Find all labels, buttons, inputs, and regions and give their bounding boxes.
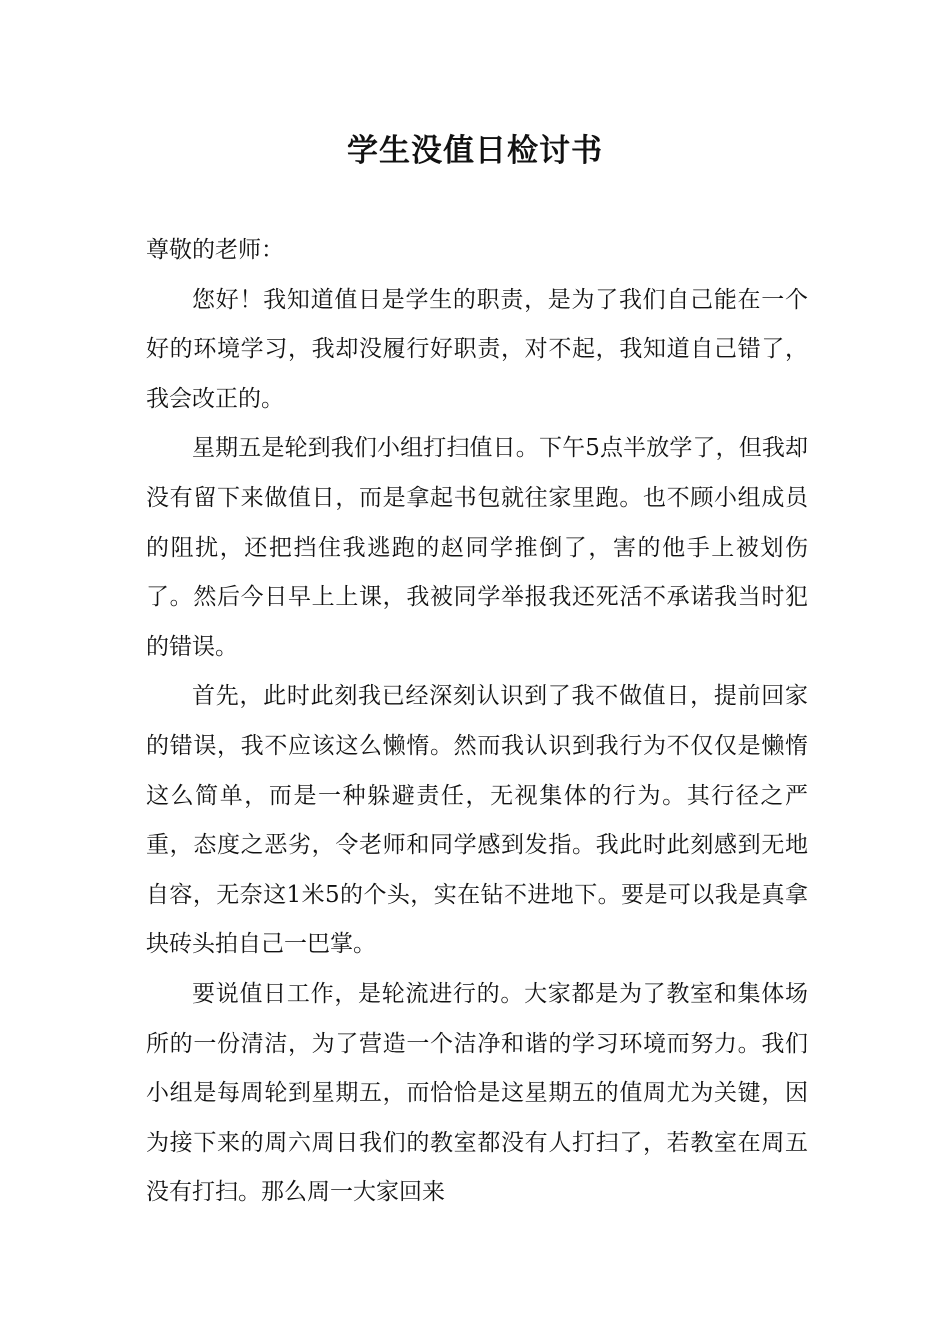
document-title: 学生没值日检讨书 (347, 133, 603, 169)
paragraph-1: 您好！我知道值日是学生的职责，是为了我们自己能在一个好的环境学习，我却没履行好职责，对不起，我知道自己错了，我会改正的。 (146, 286, 808, 412)
paragraph-4: 要说值日工作，是轮流进行的。大家都是为了教室和集体场所的一份清洁，为了营造一个洁净和谐的学习环境而努力。我们小组是每周轮到星期五，而恰恰是这星期五的值周尤为关键，因为接下来的周六周日我们的教室都没有人打扫了，若教室在周五没有打扫。那么周一大家回来 (146, 980, 808, 1206)
paragraph-3: 首先，此时此刻我已经深刻认识到了我不做值日，提前回家的错误，我不应该这么懒惰。然而我认识到我行为不仅仅是懒惰这么简单，而是一种躲避责任，无视集体的行为。其行径之严重，态度之恶劣，令老师和同学感到发指。我此时此刻感到无地自容，无奈这1米5的个头，实在钻不进地下。要是可以我是真拿块砖头拍自己一巴掌。 (146, 683, 808, 958)
salutation: 尊敬的老师： (146, 237, 284, 263)
paragraph-2: 星期五是轮到我们小组打扫值日。下午5点半放学了，但我却没有留下来做值日，而是拿起书包就往家里跑。也不顾小组成员的阻扰，还把挡住我逃跑的赵同学推倒了，害的他手上被划伤了。然后今日早上上课，我被同学举报我还死活不承诺我当时犯的错误。 (146, 435, 808, 660)
document-body (146, 226, 808, 1218)
